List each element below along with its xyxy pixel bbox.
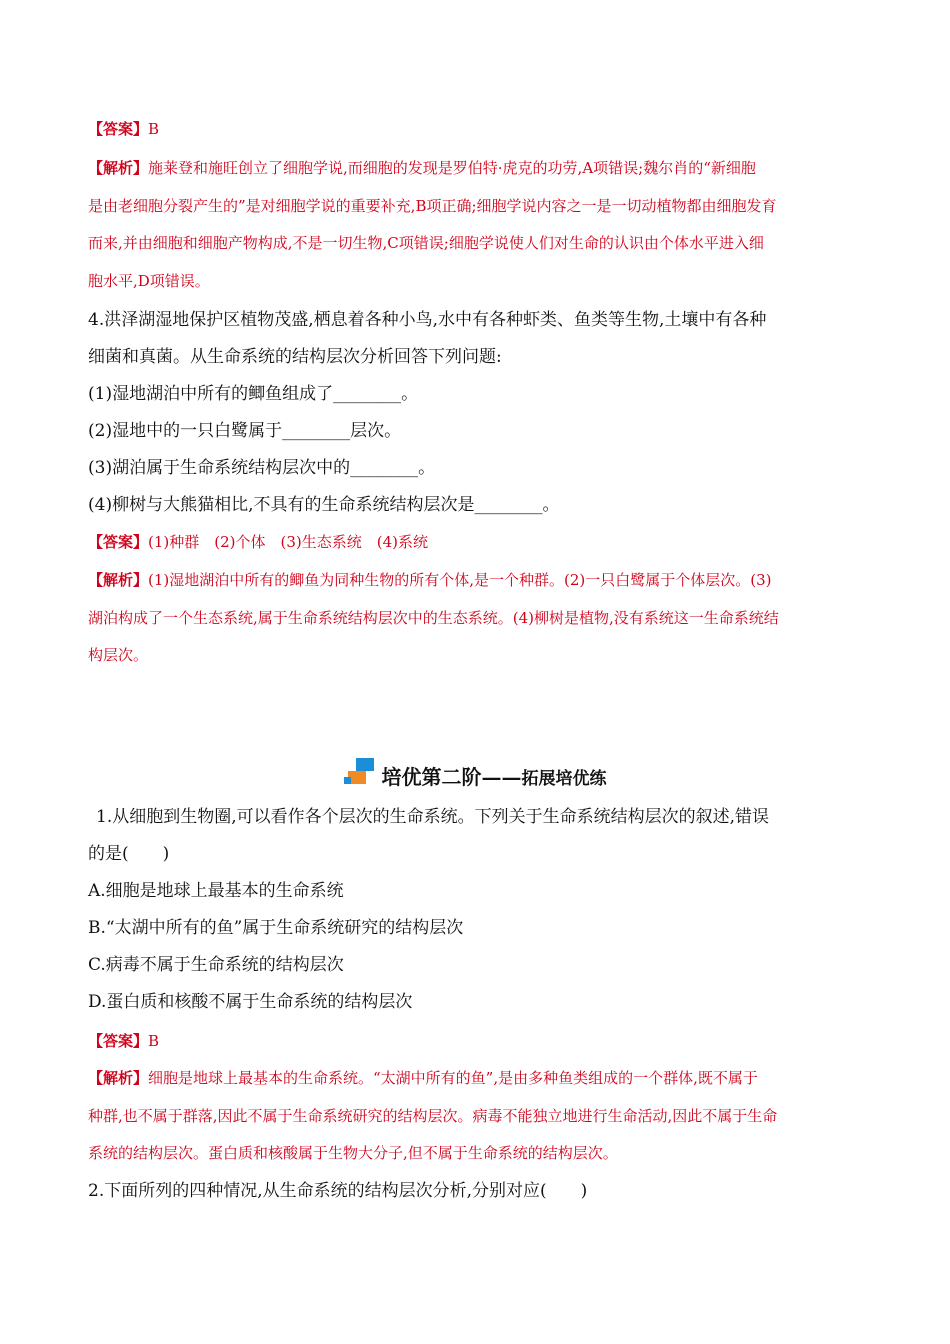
analysis-line — [88, 150, 868, 188]
analysis-line: 而来,并由细胞和细胞产物构成,不是一切生物,C项错误;细胞学说使人们对生命的认识由个体水平进入细 — [88, 234, 764, 252]
section-question-2 — [88, 1173, 868, 1210]
answer-tag: 【答案】 — [88, 1032, 149, 1050]
section-logo-icon — [344, 758, 376, 788]
analysis-line: 系统的结构层次。蛋白质和核酸属于生物大分子,但不属于生命系统的结构层次。 — [88, 1144, 618, 1162]
option-d: D.蛋白质和核酸不属于生命系统的结构层次 — [88, 992, 413, 1012]
analysis-line — [88, 1060, 868, 1098]
question-stem: 的是( ) — [88, 844, 170, 864]
option-c: C.病毒不属于生命系统的结构层次 — [88, 955, 344, 975]
answer-text: (1)种群 (2)个体 (3)生态系统 (4)系统 — [148, 533, 429, 551]
option-b: B.“太湖中所有的鱼”属于生命系统研究的结构层次 — [88, 918, 464, 938]
sub-question-4: (4)柳树与大熊猫相比,不具有的生命系统结构层次是________。 — [88, 495, 560, 515]
analysis-line: 湖泊构成了一个生态系统,属于生命系统结构层次中的生态系统。(4)柳树是植物,没有系统这一生命系统结 — [88, 608, 779, 627]
sub-question-1: (1)湿地湖泊中所有的鲫鱼组成了________。 — [88, 384, 419, 404]
analysis-tag: 【解析】 — [88, 571, 149, 589]
s1-analysis — [88, 1060, 868, 1173]
q3-answer — [88, 118, 868, 139]
analysis-line — [88, 562, 868, 600]
section-subtitle: 拓展培优练 — [521, 769, 607, 789]
analysis-text: 施莱登和施旺创立了细胞学说,而细胞的发现是罗伯特·虎克的功劳,A项错误;魏尔肖的“新细胞 — [148, 159, 756, 177]
analysis-text: (1)湿地湖泊中所有的鲫鱼为同种生物的所有个体,是一个种群。(2)一只白鹭属于个体层次。(3) — [148, 571, 772, 589]
analysis-line: 胞水平,D项错误。 — [88, 271, 210, 290]
question-stem: 1.从细胞到生物圈,可以看作各个层次的生命系统。下列关于生命系统结构层次的叙述,错误 — [96, 807, 770, 827]
analysis-line: 构层次。 — [88, 646, 149, 664]
sub-question-3: (3)湖泊属于生命系统结构层次中的________。 — [88, 458, 436, 478]
q4-answer — [88, 531, 868, 552]
section-question-1 — [88, 799, 868, 1021]
answer-tag: 【答案】 — [88, 533, 149, 551]
section-title-text: 培优第二阶—— — [381, 765, 522, 789]
answer-text: B — [148, 120, 160, 138]
analysis-tag: 【解析】 — [88, 159, 149, 177]
analysis-line: 种群,也不属于群落,因此不属于生命系统研究的结构层次。病毒不能独立地进行生命活动,因此不属于生命 — [88, 1106, 778, 1125]
q4-analysis — [88, 562, 868, 675]
s1-answer — [88, 1030, 868, 1051]
question-stem: 2.下面所列的四种情况,从生命系统的结构层次分析,分别对应( ) — [88, 1181, 588, 1201]
sub-question-2: (2)湿地中的一只白鹭属于________层次。 — [88, 421, 402, 441]
section-title — [0, 758, 950, 790]
question-4 — [88, 302, 868, 524]
analysis-text: 细胞是地球上最基本的生命系统。“太湖中所有的鱼”,是由多种鱼类组成的一个群体,既不属于 — [148, 1069, 758, 1087]
option-a: A.细胞是地球上最基本的生命系统 — [88, 881, 344, 901]
q3-analysis — [88, 150, 868, 300]
answer-text: B — [148, 1032, 160, 1050]
question-stem: 4.洪泽湖湿地保护区植物茂盛,栖息着各种小鸟,水中有各种虾类、鱼类等生物,土壤中有各种 — [88, 310, 767, 330]
answer-tag: 【答案】 — [88, 120, 149, 138]
question-stem: 细菌和真菌。从生命系统的结构层次分析回答下列问题: — [88, 347, 502, 367]
analysis-tag: 【解析】 — [88, 1069, 149, 1087]
analysis-line: 是由老细胞分裂产生的”是对细胞学说的重要补充,B项正确;细胞学说内容之一是一切动植物都由细胞发育 — [88, 196, 777, 215]
